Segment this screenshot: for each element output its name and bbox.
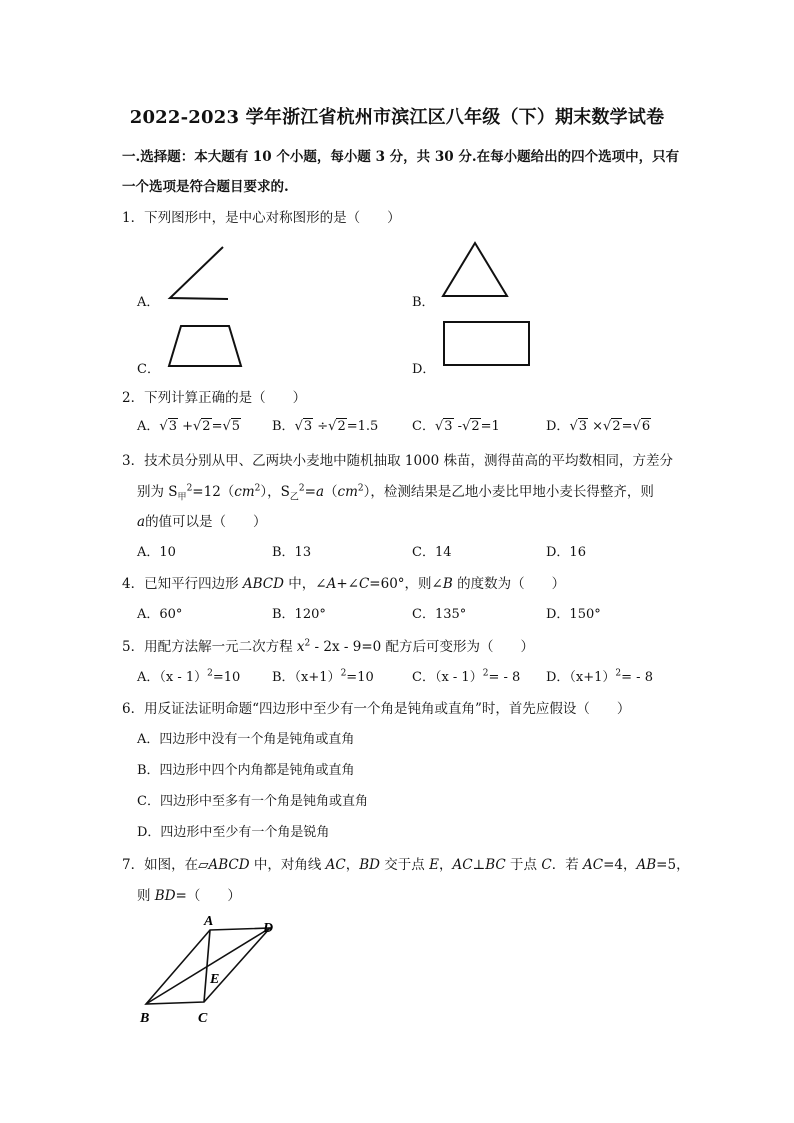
superscript: 2 (186, 483, 193, 494)
parallelogram-figure-icon (132, 912, 292, 1032)
radicand: 6 (641, 419, 651, 434)
q3-option-c: C．14 (412, 545, 452, 560)
q5-option-a (137, 666, 240, 685)
radicand: 2 (202, 419, 211, 434)
q1-option-b-label: B． (412, 295, 435, 310)
subscript: 乙 (289, 492, 299, 503)
superscript: 2 (615, 668, 622, 679)
variable: AC (452, 857, 473, 873)
radicand: 3 (168, 419, 177, 434)
text: D．（x+1） (546, 670, 616, 685)
q1-option-a-label: A． (137, 295, 160, 310)
text: B．（x+1） (272, 670, 341, 685)
q3-option-b: B．13 (272, 545, 312, 560)
radicand: 3 (444, 419, 453, 434)
text: 5．用配方法解一元二次方程 (122, 639, 297, 655)
q5-option-b (272, 666, 374, 685)
radicand: 3 (578, 419, 588, 434)
superscript: 2 (254, 483, 261, 494)
q1-option-c-label: C． (137, 362, 160, 377)
superscript: 2 (482, 668, 489, 679)
section-header-line2: 一个选项是符合题目要求的. (122, 179, 289, 195)
question-3-line3 (137, 510, 267, 530)
q2-option-a: A．√3 +√2=√5 (137, 419, 241, 434)
question-6-stem: 6．用反证法证明命题“四边形中至少有一个角是钝角或直角”时，首先应假设（ ） (122, 701, 631, 717)
text: C．（x - 1） (412, 670, 483, 685)
text: 于点 (505, 857, 542, 873)
question-5-stem (122, 635, 534, 655)
superscript: 2 (207, 668, 213, 679)
operator: ÷ (313, 419, 329, 434)
text: ⊥ (472, 857, 486, 873)
text: =5， (656, 857, 690, 873)
variable: C (541, 857, 552, 873)
variable: AC (325, 857, 346, 873)
variable: BC (485, 857, 506, 873)
variable: B (442, 576, 453, 592)
q2-option-b-label: B． (272, 419, 295, 434)
q6-option-b: B．四边形中四个内角都是钝角或直角 (137, 763, 355, 778)
angle-figure-icon (165, 245, 231, 303)
text: =60°，则∠ (369, 576, 443, 592)
text: =10 (346, 670, 374, 685)
q3-option-a: A．10 (137, 545, 176, 560)
variable: BD (359, 857, 380, 873)
radicand: 2 (471, 419, 480, 434)
label-d: D (263, 921, 274, 936)
q2-option-d: D．√3 ×√2=√6 (546, 419, 651, 434)
variable: x (296, 639, 305, 655)
q4-option-d: D．150° (546, 607, 601, 622)
text: 则 (137, 888, 155, 904)
text: 的度数为（ ） (452, 576, 566, 592)
radicand: 5 (231, 419, 241, 434)
variable: ABCD (242, 576, 284, 592)
text: 的值可以是（ ） (145, 514, 267, 530)
operator: × (588, 419, 604, 434)
text: =4， (603, 857, 637, 873)
text: =10 (212, 670, 241, 685)
radicand: 2 (612, 419, 621, 434)
text: = - 8 (621, 670, 653, 685)
text: （ (324, 484, 338, 500)
q2-option-a-label: A． (137, 419, 160, 434)
text: = (304, 484, 316, 500)
q6-option-c: C．四边形中至多有一个角是钝角或直角 (137, 794, 368, 809)
q6-option-d: D．四边形中至少有一个角是锐角 (137, 825, 330, 840)
q6-option-a: A．四边形中没有一个角是钝角或直角 (137, 732, 355, 747)
equals: =1 (480, 419, 500, 434)
superscript: 2 (298, 483, 305, 494)
superscript: 2 (357, 483, 364, 494)
text: =（ ） (175, 888, 241, 904)
variable: a (315, 484, 325, 500)
variable: AC (583, 857, 604, 873)
question-1-stem: 1．下列图形中，是中心对称图形的是（ ） (122, 210, 401, 226)
text: 交于点 (380, 857, 430, 873)
equals: =1.5 (346, 419, 379, 434)
q2-option-b: B．√3 ÷√2=1.5 (272, 419, 379, 434)
unit: cm (234, 484, 255, 500)
rectangle-figure-icon (442, 320, 532, 368)
operator: + (177, 419, 193, 434)
text: ．若 (551, 857, 583, 873)
question-4-stem (122, 572, 565, 592)
triangle-figure-icon (440, 241, 510, 299)
question-3-line2 (137, 480, 654, 503)
text: ， (345, 857, 360, 873)
label-e: E (210, 972, 220, 987)
page-title: 2022-2023 学年浙江省杭州市滨江区八年级（下）期末数学试卷 (129, 107, 665, 128)
text: 中，∠ (283, 576, 327, 592)
text: +∠ (336, 576, 359, 592)
variable: ABCD (208, 857, 250, 873)
question-2-stem: 2．下列计算正确的是（ ） (122, 390, 307, 406)
radicand: 2 (337, 419, 346, 434)
variable: A (326, 576, 337, 592)
superscript: 2 (304, 638, 311, 649)
question-3-line1: 3．技术员分别从甲、乙两块小麦地中随机抽取 1000 株苗，测得苗高的平均数相同，方差分 (122, 453, 674, 469)
variable: E (429, 857, 439, 873)
text: ），检测结果是乙地小麦比甲地小麦长得整齐，则 (363, 484, 654, 500)
text: ， (438, 857, 453, 873)
question-7-line2 (137, 884, 241, 904)
label-b: B (140, 1011, 150, 1026)
text: - 2x - 9=0 配方后可变形为（ ） (310, 639, 535, 655)
q5-option-d (546, 666, 653, 685)
q5-option-c (412, 666, 520, 685)
text: 4．已知平行四边形 (122, 576, 243, 592)
variable: AB (636, 857, 657, 873)
variable: C (358, 576, 370, 592)
trapezoid-figure-icon (166, 323, 244, 369)
q2-option-d-label: D． (546, 419, 570, 434)
text: 别为 S (137, 484, 178, 500)
q1-option-d-label: D． (412, 362, 436, 377)
text: 中，对角线 (249, 857, 326, 873)
q4-option-b: B．120° (272, 607, 326, 622)
q4-option-c: C．135° (412, 607, 467, 622)
radicand: 3 (303, 419, 313, 434)
section-header-line1: 一.选择题：本大题有 10 个小题，每小题 3 分，共 30 分.在每小题给出的四个选项中，只有 (122, 149, 680, 165)
text: A．（x - 1） (137, 670, 208, 685)
text: ），S (260, 484, 290, 500)
q2-option-c: C．√3 -√2=1 (412, 419, 500, 434)
q2-option-c-label: C． (412, 419, 435, 434)
variable: a (137, 514, 146, 530)
variable: BD (154, 888, 176, 904)
text: = - 8 (488, 670, 521, 685)
unit: cm (337, 484, 358, 500)
equals: = (211, 419, 223, 434)
text: 7．如图，在▱ (122, 857, 209, 873)
label-c: C (198, 1011, 208, 1026)
q3-option-d: D．16 (546, 545, 586, 560)
superscript: 2 (340, 668, 347, 679)
question-7-line1 (122, 853, 690, 873)
equals: = (621, 419, 633, 434)
operator: - (453, 419, 463, 434)
text: =12（ (192, 484, 235, 500)
subscript: 甲 (177, 492, 187, 503)
q4-option-a: A．60° (137, 607, 183, 622)
label-a: A (204, 914, 214, 929)
